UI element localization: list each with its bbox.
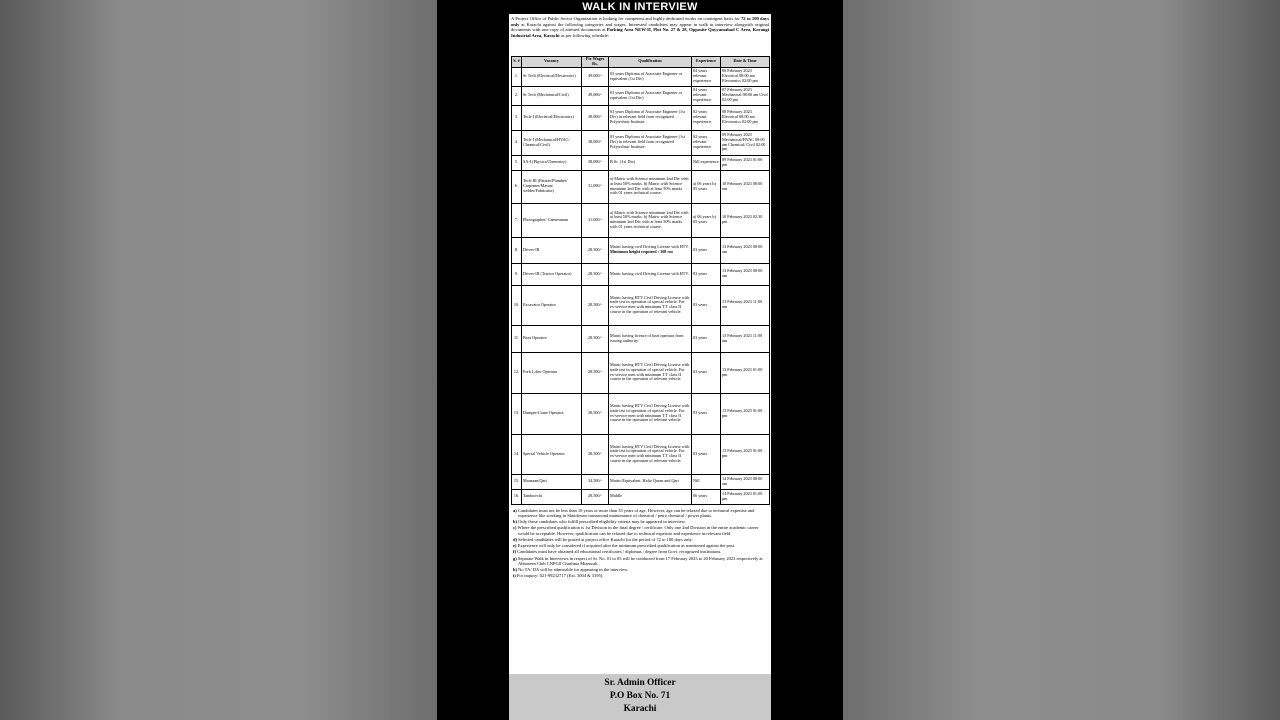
cell-qualification [609,86,692,105]
intro-duration: 72 to 100 days only [511,16,769,27]
video-frame [437,0,843,720]
note-item [512,543,768,549]
cell-vacancy-text: Tandoorchi [523,493,543,499]
cell-wage [582,434,609,474]
cell-experience [692,67,721,86]
cell-qualification-text: Matric having licence of boat operator from issuing authority. [610,332,684,343]
cell-vacancy-text: Moazzan/Qari [523,478,547,484]
cell-wage [582,86,609,105]
cell-experience [692,203,721,237]
cell-qualification-text: 03 years Diploma of Associate Engineer or equivalent (1st Div) [610,89,683,100]
cell-experience [692,130,721,155]
table-row [512,352,770,393]
cell-sno-text: 13. [513,410,520,416]
table-header-row [512,57,770,68]
note-text: For inquiry: 021-99232717 (Ext. 3004 & 3195). [515,573,604,579]
cell-qualification [609,489,692,504]
header-qualification: Qualification [609,57,692,68]
cell-date-time [721,393,770,434]
cell-experience [692,170,721,203]
cell-wage-text: 28,500/- [587,369,603,375]
cell-experience-text: a) 06 years b) 05 years [693,180,716,191]
cell-qualification [609,155,692,170]
cell-vacancy-text: Fork Lifter Operator [523,369,558,375]
cell-wage-text: 38,000/- [587,139,603,145]
cell-date-time [721,285,770,325]
cell-vacancy [522,130,582,155]
cell-wage-text: 28,500/- [587,246,603,252]
cell-sno-text: 12. [513,369,520,375]
cell-vacancy [522,352,582,393]
note-label: d) [513,537,518,543]
cell-experience [692,474,721,489]
cell-sno [512,474,522,489]
cell-sno [512,155,522,170]
cell-vacancy [522,155,582,170]
header-date-time: Date & Time [721,57,770,68]
cell-wage [582,285,609,325]
table-row [512,474,770,489]
cell-experience-text: 03 years [693,369,708,375]
signature-city: Karachi [623,704,657,714]
cell-sno [512,285,522,325]
cell-sno-text: 3. [514,114,519,120]
cell-qualification [609,393,692,434]
note-text: Where the prescribed qualification is 1st Division in the final degree / certificate. Only one 2nd Division in the entire academic career would be acceptable. However, qualification can be relaxed due to technical expertise and experience in relevant field. [516,525,759,537]
cell-date-time [721,263,770,285]
cell-qualification-text: Matric having civil Driving License with HTV. [610,270,689,276]
cell-date-time [721,155,770,170]
cell-wage [582,130,609,155]
note-text: Only those candidates who fulfill prescribed eligibility criteria may be appeared in interview. [517,519,686,525]
cell-date-time-text: 13 February 2023 01:00 pm [722,366,763,377]
cell-sno-text: 1. [514,73,519,79]
cell-vacancy-text: SA-I (Physics/Chemistry) [523,159,567,165]
cell-date-time-text: 09 February 2023 Mechanical/HVAC 08:00 am Chemical/ Civil 02:00 pm [722,132,766,152]
cell-date-time-text: 06 February 2023 Electrical 08:00 am Electronics 02:00 pm [722,68,758,83]
cell-qualification-text: Matric having HTV Civil Driving License with trade test in operation of special vehicle. For ex-service men with minimum T.T class II course in the operation of relevant vehicle. [610,294,690,314]
cell-wage [582,105,609,130]
cell-vacancy-text: Dumper/Crane Operator [523,410,564,416]
note-item [512,556,768,567]
cell-sno [512,170,522,203]
intro-text: as per following schedule: [559,32,610,38]
cell-wage-text: 28,500/- [587,335,603,341]
cell-sno-text: 2. [514,92,519,98]
cell-qualification [609,67,692,86]
cell-date-time [721,170,770,203]
cell-vacancy [522,393,582,434]
terms-notes [509,505,771,648]
cell-wage-text: 28,500/- [587,493,603,499]
cell-vacancy-text: Photographer/ Cameraman [523,216,569,222]
cell-experience-text: 03 years [693,335,708,341]
cell-vacancy-text: Sr Tech (Electrical/Electronics) [523,73,576,79]
table-row [512,285,770,325]
header-vacancy: Vacancy [522,57,582,68]
cell-date-time-text: 08 February 2023 Electrical 08:00 am Electronics 02:00 pm [722,109,758,124]
cell-wage-text: 38,000/- [587,159,603,165]
cell-qualification-text: Middle [610,493,623,499]
cell-sno [512,393,522,434]
note-text: Selected candidates will be posted at project office Karachi for the period of 72 to 100 days only. [517,537,693,543]
signature-block [509,674,771,720]
cell-wage [582,263,609,285]
cell-wage [582,237,609,263]
cell-date-time-text: 13 February 2023 01:00 pm [722,448,763,459]
cell-wage-text: 49,000/- [587,92,603,98]
cell-experience [692,325,721,352]
header-wages: Fix Wages Rs. [582,57,609,68]
cell-vacancy [522,489,582,504]
intro-text: A Project Office of Public Sector Organization is looking for competent and highly dedicated works on contingent basis for [511,16,741,21]
note-label: c) [513,525,517,531]
note-label: i) [513,573,516,579]
cell-qualification-text: Matric having civil Driving License with HTV. [610,244,689,250]
cell-wage [582,67,609,86]
cell-sno-text: 4. [514,139,519,145]
cell-wage-text: 31,000/- [587,183,603,189]
cell-experience [692,237,721,263]
note-item [512,567,768,573]
cell-wage-text: 34,500/- [587,478,603,484]
cell-wage-text: 28,500/- [587,301,603,307]
note-item [512,519,768,525]
cell-qualification [609,285,692,325]
cell-vacancy-text: Tech-I (Electrical/Electronics) [523,114,574,120]
cell-sno [512,237,522,263]
cell-wage-text: 38,000/- [587,114,603,120]
cell-wage-text: 28,500/- [587,410,603,416]
cell-qualification-text: 03 years Diploma of Associate Engineer or equivalent (1st Div) [610,70,683,81]
cell-wage [582,474,609,489]
cell-sno [512,130,522,155]
intro-text: at Karachi against the following categories and wages. Interested candidates may appear in walk in interview alongwith original documents with one copy of attested documents at [511,21,769,33]
cell-date-time-text: 13 February 2023 08:00 am [722,268,763,279]
intro-address: Parking Area NEW-II, Plot No. 27 & 28, Opposite Qayyumabad C Area, Korangi Industrial Area, Karachi [511,27,769,38]
cell-date-time-text: 13 February 2023 11:00 am [722,332,763,343]
note-item [512,537,768,543]
cell-qualification-text: a) Matric with Science minimum 2nd Div with at least 50% marks. b) Matric with Science minimum 2nd Div with at least 50% marks with 01 years technical course. [610,209,689,229]
table-row [512,263,770,285]
note-label: g) [513,555,517,561]
cell-vacancy-text: Special Vehicle Operator [523,450,565,456]
cell-qualification [609,170,692,203]
table-row [512,105,770,130]
header-sno: S. # [512,57,522,68]
cell-experience-text: 02 years relevant experience [693,134,712,149]
cell-sno [512,489,522,504]
cell-sno-text: 7. [514,216,519,222]
cell-vacancy [522,86,582,105]
cell-qualification [609,130,692,155]
cell-vacancy-text: Sr Tech (Mechanical/Civil) [523,92,569,98]
cell-qualification-text: 03 years Diploma of Associate Engineer (1st Div) in relevant field from recognized Polytechnic Institute [610,134,685,149]
note-text: Experience will only be considered if acquired after the minimum prescribed qualification as mentioned against the post. [516,543,736,549]
table-row [512,86,770,105]
note-label: e) [513,543,517,549]
cell-sno [512,67,522,86]
cell-qualification [609,105,692,130]
table-row [512,155,770,170]
header-experience: Experience [692,57,721,68]
cell-qualification [609,474,692,489]
cell-vacancy [522,237,582,263]
cell-experience-text: 02 years relevant experience [693,109,712,124]
cell-sno-text: 11. [513,335,520,341]
note-item [512,525,768,536]
cell-sno-text: 14. [513,450,520,456]
note-label: h) [513,567,518,573]
cell-vacancy [522,474,582,489]
cell-sno [512,105,522,130]
table-row [512,489,770,504]
cell-experience [692,393,721,434]
cell-qualification [609,263,692,285]
cell-vacancy-text: Excavator Operator [523,301,556,307]
note-text: Separate Walk in Interviews in respect of Sr. No. 01 to 05 will be conducted from 17 February 2023 to 20 February 2023 respectively at Abbaseen Club CNPGS Chashma Mianwali. [516,555,763,567]
cell-wage [582,393,609,434]
cell-experience-text: Nill experience [693,159,719,165]
cell-experience [692,489,721,504]
cell-qualification [609,325,692,352]
cell-date-time-text: 10 February 2023 08:00 am [722,180,763,191]
note-text: Candidates must not be less than 18 years or more than 35 years of age. However, age can be relaxed due to technical expertise and experience like working in Shutdowns turnaround maintenance of chemical / petro chemical / power plants. [516,507,755,519]
cell-date-time [721,325,770,352]
cell-date-time [721,86,770,105]
note-item [512,549,768,555]
cell-vacancy-text: Driver-III [523,246,540,252]
cell-experience [692,86,721,105]
cell-wage [582,489,609,504]
vacancy-table [511,56,770,505]
cell-qualification-text: Matric having HTV Civil Driving License with trade test in operation of special vehicle. For ex-service men with minimum T.T class II course in the operation of relevant vehicle. [610,403,690,423]
cell-date-time-text: 07 February 2023 Mechanical 08:00 am Civil 02:00 pm [722,87,768,102]
cell-sno-text: 6. [514,183,519,189]
cell-experience-text: 03 years [693,450,708,456]
cell-date-time-text: 09 February 2023 01:00 pm [722,156,763,167]
cell-wage [582,155,609,170]
cell-date-time [721,105,770,130]
cell-date-time-text: 14 February 2023 08:00 am [722,475,763,486]
cell-date-time-text: 13 February 2023 08:00 am [722,244,763,255]
cell-wage-text: 28,500/- [587,450,603,456]
table-row [512,67,770,86]
table-row [512,203,770,237]
cell-experience-text: 03 years [693,270,708,276]
cell-date-time [721,489,770,504]
cell-vacancy [522,263,582,285]
advertisement-page [509,14,771,720]
signature-po-box: P.O Box No. 71 [609,691,671,701]
cell-qualification [609,352,692,393]
cell-experience-text: Nill [693,478,700,484]
cell-vacancy-text: Driver-III (Tractor Operator) [523,270,572,276]
cell-sno [512,434,522,474]
table-row [512,393,770,434]
table-row [512,325,770,352]
note-label: b) [513,519,518,525]
vacancy-rows [512,67,770,504]
cell-qualification-text: a) Matric with Science minimum 2nd Div with at least 50% marks. b) Matric with Science minimum 2nd Div with at least 50% marks with 01 years technical course. [610,176,689,196]
cell-sno [512,352,522,393]
cell-sno-text: 9. [514,270,519,276]
note-item [512,508,768,519]
cell-qualification [609,237,692,263]
cell-date-time [721,237,770,263]
cell-date-time [721,434,770,474]
cell-wage [582,352,609,393]
cell-wage [582,325,609,352]
cell-vacancy [522,170,582,203]
cell-experience-text: 03 years [693,410,708,416]
cell-experience-text: 03 years [693,301,708,307]
cell-wage-text: 49,000/- [587,73,603,79]
cell-sno [512,86,522,105]
cell-sno [512,263,522,285]
cell-wage [582,203,609,237]
cell-qualification-text: B.Sc. (1st Div) [610,159,636,165]
cell-experience [692,105,721,130]
cell-date-time [721,474,770,489]
note-text: Candidates must have obtained all educational certificates / diplomas / degree from Govt. recognized institutions. [516,549,722,555]
cell-qualification-text: Matric having HTV Civil Driving License with trade test in operation of special vehicle. For ex-service men with minimum T.T class II course in the operation of relevant vehicle. [610,362,690,382]
cell-experience [692,155,721,170]
cell-qualification-text: Matric having HTV Civil Driving License with trade test in operation of special vehicle. For ex-service men with minimum T.T class II course in the operation of relevant vehicle. [610,443,690,463]
cell-date-time [721,130,770,155]
cell-experience-text: 04 years relevant experience [693,68,712,83]
table-row [512,130,770,155]
height-requirement: Minimum height required : 168 cm [610,249,673,255]
cell-sno [512,203,522,237]
table-row [512,170,770,203]
cell-vacancy-text: Tech-III (Painter/Plumber/ Carpenter/Mason/ welder/Fabricator) [523,178,568,193]
cell-sno-text: 10. [513,301,520,307]
cell-date-time [721,203,770,237]
cell-vacancy [522,203,582,237]
cell-wage-text: 28,500/- [587,270,603,276]
cell-sno-text: 15. [513,478,520,484]
cell-qualification-text: Matric/Equivalent, Hafiz Quran and Qari [610,478,679,484]
table-row [512,237,770,263]
cell-vacancy [522,67,582,86]
cell-wage [582,170,609,203]
cell-qualification [609,434,692,474]
banner-title: WALK IN INTERVIEW [582,1,698,13]
note-item [512,573,768,579]
cell-wage-text: 31,000/- [587,216,603,222]
cell-qualification [609,203,692,237]
cell-sno [512,325,522,352]
cell-experience-text: a) 06 years b) 05 years [693,214,716,225]
cell-vacancy [522,434,582,474]
cell-experience [692,285,721,325]
intro-paragraph [509,14,771,56]
cell-date-time-text: 13 February 2023 01:00 pm [722,407,763,418]
cell-sno-text: 16. [513,493,520,499]
note-label: f) [513,549,516,555]
table-row [512,434,770,474]
cell-qualification-text: 03 years Diploma of Associate Engineer (1st Div) in relevant field from recognized Polytechnic Institute [610,109,685,124]
signature-title: Sr. Admin Officer [604,678,676,688]
cell-date-time [721,352,770,393]
note-label: a) [513,507,517,513]
cell-sno-text: 5. [514,159,519,165]
cell-experience-text: 03 years [693,246,708,252]
cell-experience [692,352,721,393]
cell-vacancy [522,105,582,130]
cell-vacancy-text: Tech-I (Mechanical/HVAC/ Chemical/Civil) [523,136,570,147]
cell-vacancy-text: Boat Operator [523,335,547,341]
cell-experience-text: 06 years [693,493,708,499]
cell-date-time-text: 10 February 2023 02:30 pm [722,214,763,225]
cell-vacancy [522,285,582,325]
cell-vacancy [522,325,582,352]
cell-date-time-text: 13 February 2023 11:00 am [722,299,763,310]
cell-experience [692,263,721,285]
note-text: No TA/ DA will be admissible for appearing in the interview. [517,567,629,573]
cell-experience [692,434,721,474]
cell-date-time [721,67,770,86]
cell-experience-text: 04 years relevant experience [693,87,712,102]
cell-sno-text: 8. [514,246,519,252]
cell-date-time-text: 14 February 2023 01:00 pm [722,490,763,501]
